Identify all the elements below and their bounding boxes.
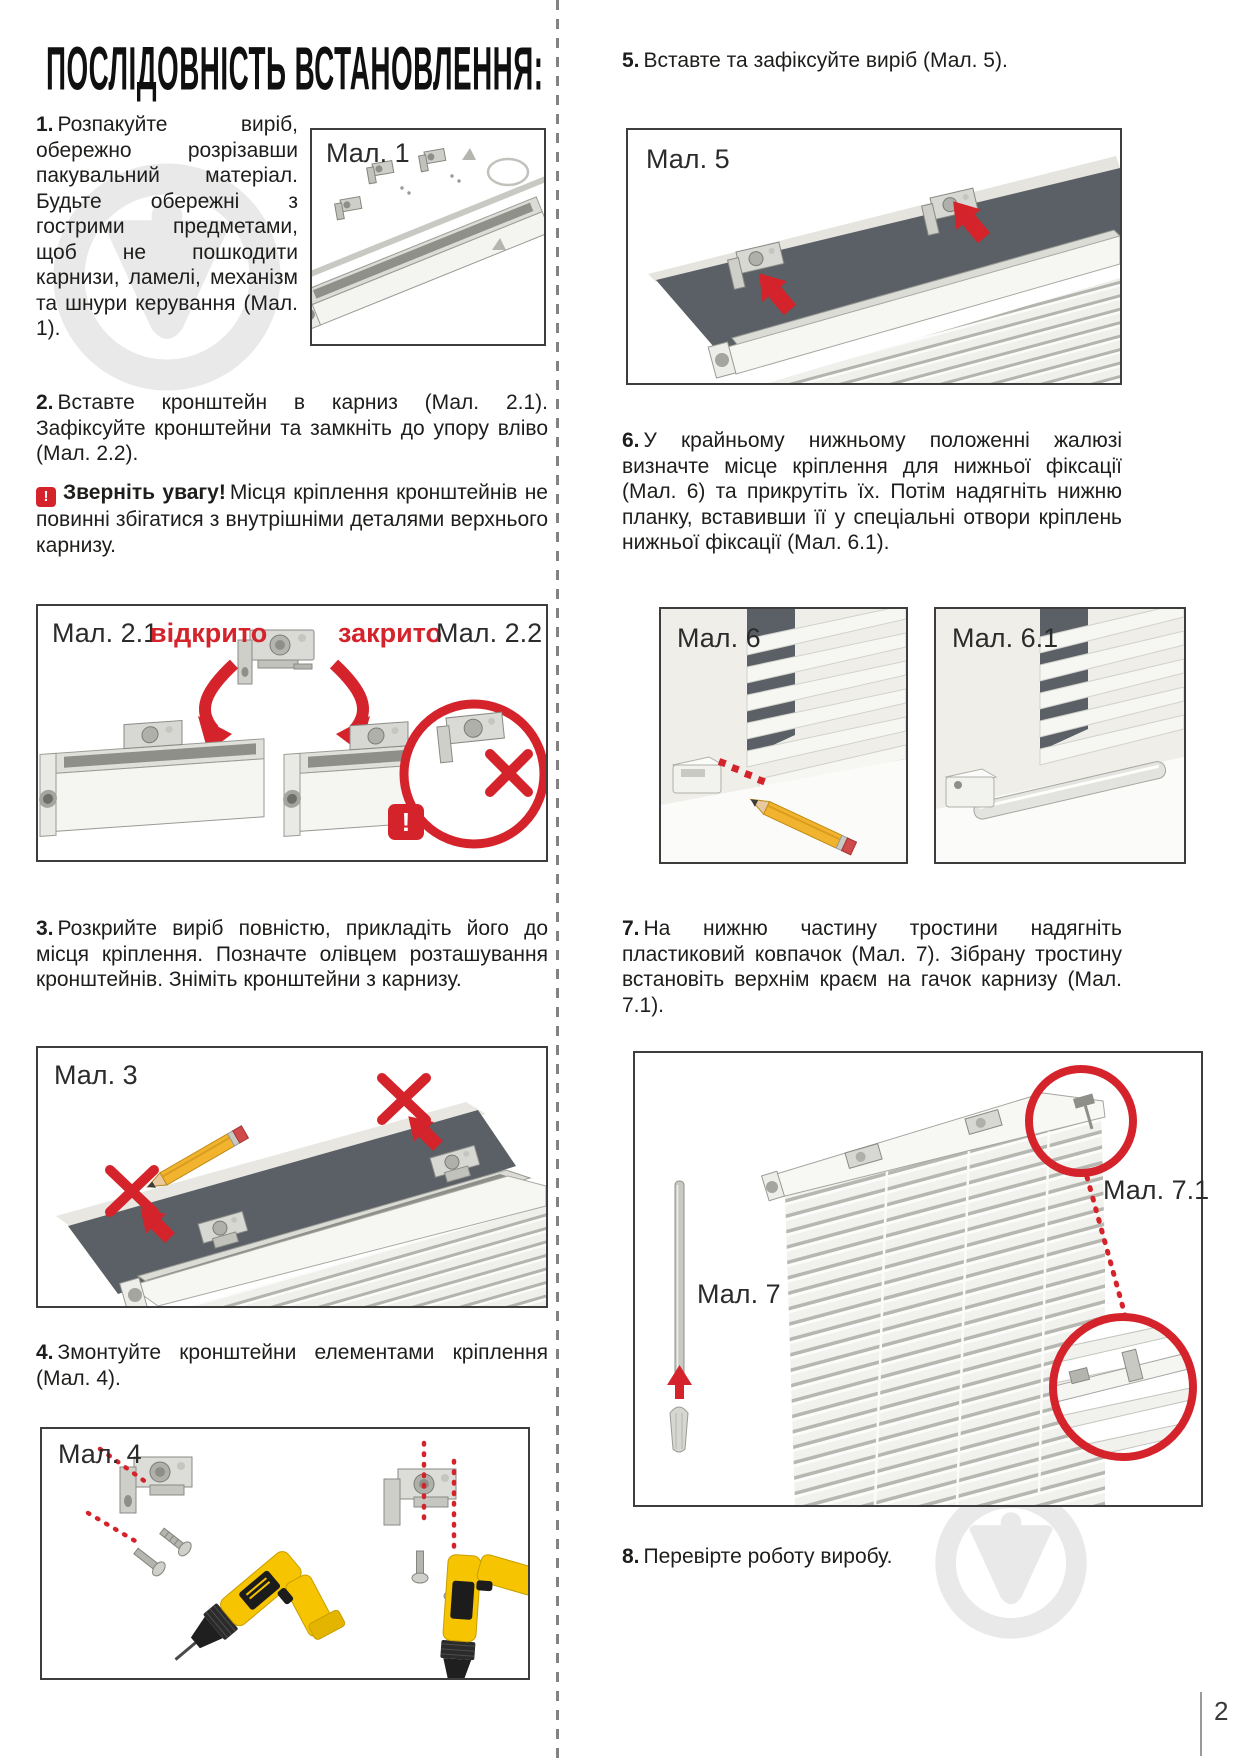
bracket-icon [350, 722, 408, 750]
note-body: Місця кріплення кронштейнів не повинні збігатися з внутрішніми деталями верхнього карнизу. [36, 481, 548, 557]
step-2-number: 2. [36, 391, 54, 414]
figure-1 [310, 128, 546, 346]
step-6-body: У крайньому нижньому положенні жалюзі визначте місце кріплення для нижньої фіксації (Мал. 6) та прикрутіть їх. Потім надягніть нижню планку, вставивши її у спеціальні отвори кріплень нижньої фіксації (Мал. 6.1). [622, 429, 1122, 554]
figure-6-1-label: Мал. 6.1 [952, 623, 1059, 653]
step-3-number: 3. [36, 917, 54, 940]
cornice-open-art [39, 715, 264, 837]
step-2-text [36, 390, 548, 467]
figure-3-label: Мал. 3 [54, 1060, 138, 1090]
figure-2-2-label: Мал. 2.2 [436, 618, 543, 648]
step-4-body: Змонтуйте кронштейни елементами кріплення (Мал. 4). [36, 1341, 548, 1390]
figure-3 [36, 1046, 548, 1308]
tilt-wand-icon [675, 1181, 684, 1377]
step-1-number: 1. [36, 113, 54, 136]
attention-note [36, 480, 548, 558]
figure-2 [36, 604, 548, 862]
figure-4 [40, 1427, 530, 1680]
step-6-number: 6. [622, 429, 640, 452]
step-5-text [622, 48, 1122, 74]
warning-mark: ! [401, 807, 411, 837]
figure-6 [659, 607, 908, 864]
figure-6-1 [934, 607, 1186, 864]
warning-icon [388, 804, 424, 840]
step-2-body: Вставте кронштейн в карниз (Мал. 2.1). Зафіксуйте кронштейни та замкніть до упору вліво (Мал. 2.2). [36, 391, 548, 465]
step-1-text [36, 112, 298, 342]
bracket-icon [418, 149, 447, 172]
screw-icon [131, 1545, 168, 1579]
page-title: ПОСЛІДОВНІСТЬ ВСТАНОВЛЕННЯ: [46, 35, 544, 104]
figure-5 [626, 128, 1122, 385]
step-1-body: Розпакуйте виріб, обережно розрізавши пакувальний матеріал. Будьте обережні з гострими предметами, щоб не пошкодити карнизи, ламелі, механізм та шнури керування (Мал. 1). [36, 113, 298, 340]
step-7-text [622, 916, 1122, 1018]
figure-7 [633, 1051, 1210, 1507]
step-7-body: На нижню частину тростини надягніть пластиковий ковпачок (Мал. 7). Зібрану тростину встановіть верхнім краєм на гачок карнизу (Мал. 7.1). [622, 917, 1122, 1017]
step-7-number: 7. [622, 917, 640, 940]
step-8-number: 8. [622, 1545, 640, 1568]
warning-circle-icon [401, 704, 544, 844]
figure-7-1-label: Мал. 7.1 [1103, 1175, 1210, 1205]
figure-2-1-label: Мал. 2.1 [52, 618, 159, 648]
page-number: 2 [1214, 1696, 1229, 1726]
step-8-text [622, 1544, 1122, 1570]
screw-icon [157, 1525, 194, 1559]
figure-6-label: Мал. 6 [677, 623, 761, 653]
step-4-number: 4. [36, 1341, 54, 1364]
figure-5-label: Мал. 5 [646, 144, 730, 174]
bracket-icon [334, 197, 363, 220]
curved-arrow-icon [198, 664, 234, 752]
plastic-cap-icon [670, 1407, 688, 1452]
note-label: Зверніть увагу! [63, 481, 226, 504]
bracket-icon [124, 720, 182, 748]
red-cross-icon [382, 1078, 426, 1120]
bracket-icon [384, 1469, 456, 1525]
figure-7-label: Мал. 7 [697, 1279, 781, 1309]
figure-4-label: Мал. 4 [58, 1439, 142, 1469]
figure-1-label: Мал. 1 [326, 138, 410, 168]
open-label: відкрито [150, 618, 268, 648]
drill-icon [437, 1551, 528, 1678]
step-3-text [36, 916, 548, 993]
step-5-body: Вставте та зафіксуйте виріб (Мал. 5). [643, 49, 1008, 72]
warning-mark: ! [43, 488, 49, 505]
closed-label: закрито [338, 618, 443, 648]
cord-loop-icon [488, 159, 528, 185]
page-number-divider [1200, 1692, 1202, 1756]
drill-icon [165, 1540, 357, 1678]
red-arrow-icon [667, 1365, 692, 1399]
step-3-body: Розкрийте виріб повністю, прикладіть його до місця кріплення. Позначте олівцем розташування кронштейнів. Зніміть кронштейни з карнизу. [36, 917, 548, 991]
step-8-body: Перевірте роботу виробу. [643, 1545, 893, 1568]
screw-icon [412, 1551, 428, 1583]
step-5-number: 5. [622, 49, 640, 72]
step-6-text [622, 428, 1122, 556]
cone-part-icon [462, 148, 476, 160]
warning-icon [36, 487, 56, 507]
column-divider [556, 0, 559, 1760]
step-4-text [36, 1340, 548, 1391]
